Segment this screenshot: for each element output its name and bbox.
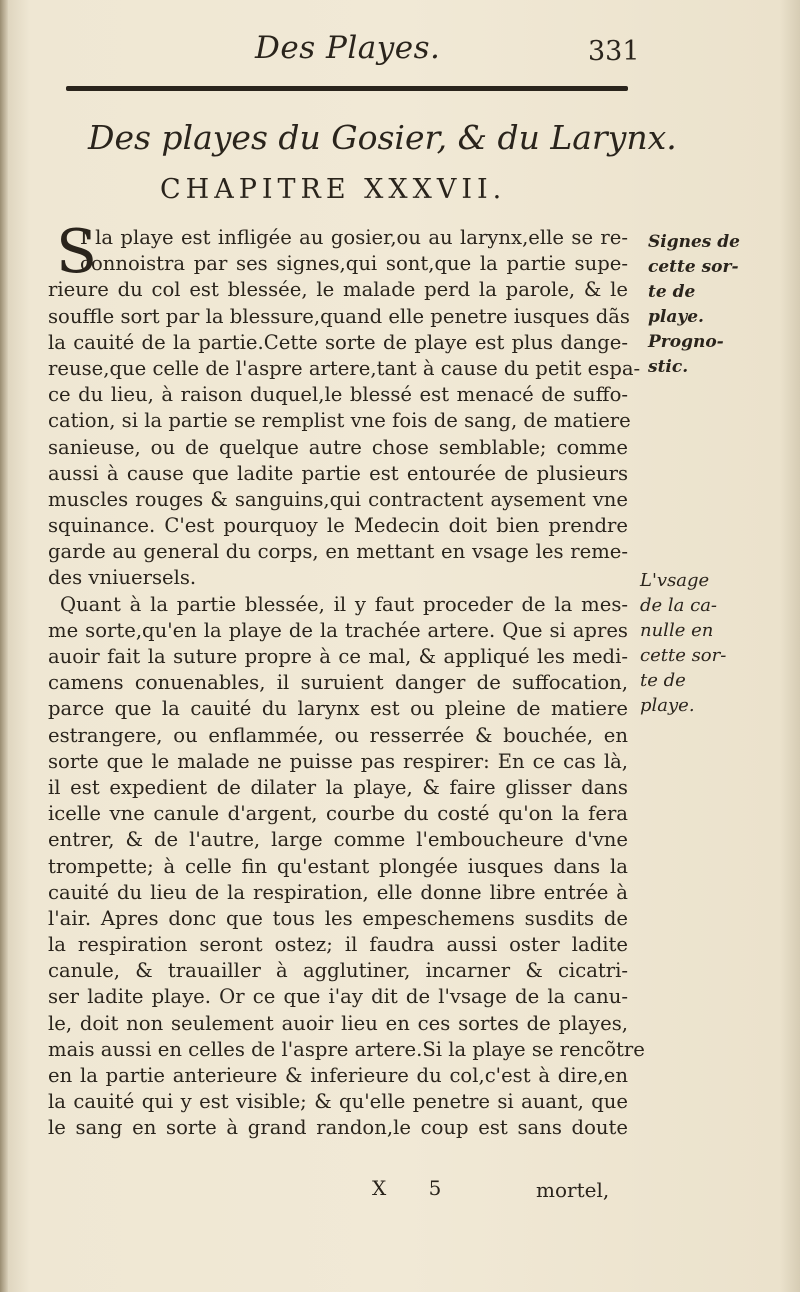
text-line: squinance. C'est pourquoy le Medecin doit bien prendre [48,514,628,538]
margin-note-line: stic. [648,357,689,377]
text-line: la respiration seront ostez; il faudra aussi oster ladite [48,933,628,957]
text-line: muscles rouges & sanguins,qui contractent aysement vne [48,487,628,511]
text-line: l'air. Apres donc que tous les empeschemens susdits de [48,906,628,930]
text-line: entrer, & de l'autre, large comme l'emboucheure d'vne [48,828,628,852]
text-line: parce que la cauité du larynx est ou pleine de matiere [48,697,628,721]
text-line: mais aussi en celles de l'aspre artere.Si la playe se rencõtre [48,1037,645,1061]
text-line: en la partie anterieure & inferieure du col,c'est à dire,en [48,1064,628,1087]
text-line: garde au general du corps, en mettant en vsage les reme- [48,540,628,564]
text-line: aussi à cause que ladite partie est entourée de plusieurs [48,461,628,485]
text-line: il est expedient de dilater la playe, & faire glisser dans [48,775,628,799]
text-line: le, doit non seulement auoir lieu en ces sortes de playes, [48,1011,628,1035]
page-number: 331 [588,36,640,67]
text-line: souffle sort par la blessure,quand elle penetre iusques dãs [48,304,630,328]
text-line: des vniuersels. [48,566,197,590]
drop-cap: S [56,217,98,287]
text-line: trompette; à celle fin qu'estant plongée iusques dans la [48,854,628,878]
page-gutter-shadow [0,0,8,1292]
running-title: Des Playes. [255,30,441,66]
text-line: ce du lieu, à raison duquel,le blessé est menacé de suffo- [48,383,628,407]
signature-mark: X 5 [372,1176,460,1200]
margin-note-line: playe. [648,307,704,327]
text-line: sorte que le malade ne puisse pas respirer: En ce cas là, [48,749,628,773]
text-line: cation, si la partie se remplist vne fois de sang, de matiere [48,409,631,433]
chapter-number: CHAPITRE XXXVII. [160,174,507,205]
margin-note-line: Signes de [648,232,740,252]
text-line: sanieuse, ou de quelque autre chose semblable; comme [48,435,628,459]
margin-note-line: nulle en [640,620,714,641]
margin-note-line: cette sor- [648,257,739,277]
margin-note-line: Progno- [648,332,724,352]
text-line: canule, & trauailler à agglutiner, incarner & cicatri- [48,959,628,983]
margin-note-signs-prognostic [648,230,768,380]
text-line: rieure du col est blessée, le malade perd la parole, & le [48,278,628,302]
margin-note-line: de la ca- [640,595,718,616]
margin-note-line: playe. [640,695,695,716]
chapter-title: Des playes du Gosier, & du Larynx. [88,118,677,157]
text-line: reuse,que celle de l'aspre artere,tant à cause du petit espa- [48,356,641,380]
text-line: Quant à la partie blessée, il y faut proceder de la mes- [60,592,628,616]
text-line: le sang en sorte à grand randon,le coup est sans doute [48,1116,628,1140]
text-line: I la playe est infligée au gosier,ou au larynx,elle se re- [80,226,628,249]
text-line: la cauité qui y est visible; & qu'elle penetre si auant, que [48,1090,628,1114]
margin-note-line: cette sor- [640,645,727,666]
text-line: me sorte,qu'en la playe de la trachée artere. Que si apres [48,618,628,642]
margin-note-canula-use [640,568,760,718]
text-line: estrangere, ou enflammée, ou resserrée & bouchée, en [48,723,628,747]
text-line: camens conuenables, il suruient danger de suffocation, [48,671,628,695]
text-line: cauité du lieu de la respiration, elle donne libre entrée à [48,880,628,904]
margin-note-line: te de [640,670,686,691]
body-text [48,217,645,1142]
text-line: ser ladite playe. Or ce que i'ay dit de l'vsage de la canu- [48,985,628,1009]
margin-note-line: te de [648,282,696,302]
text-line: icelle vne canule d'argent, courbe du costé qu'on la fera [48,802,628,826]
text-line: la cauité de la partie.Cette sorte de playe est plus dange- [48,330,628,354]
header-rule [66,86,628,91]
text-line: auoir fait la suture propre à ce mal, & appliqué les medi- [48,645,628,668]
margin-note-line: L'vsage [640,570,710,591]
text-line: connoistra par ses signes,qui sont,que la partie supe- [80,252,628,276]
catchword: mortel, [536,1178,610,1202]
